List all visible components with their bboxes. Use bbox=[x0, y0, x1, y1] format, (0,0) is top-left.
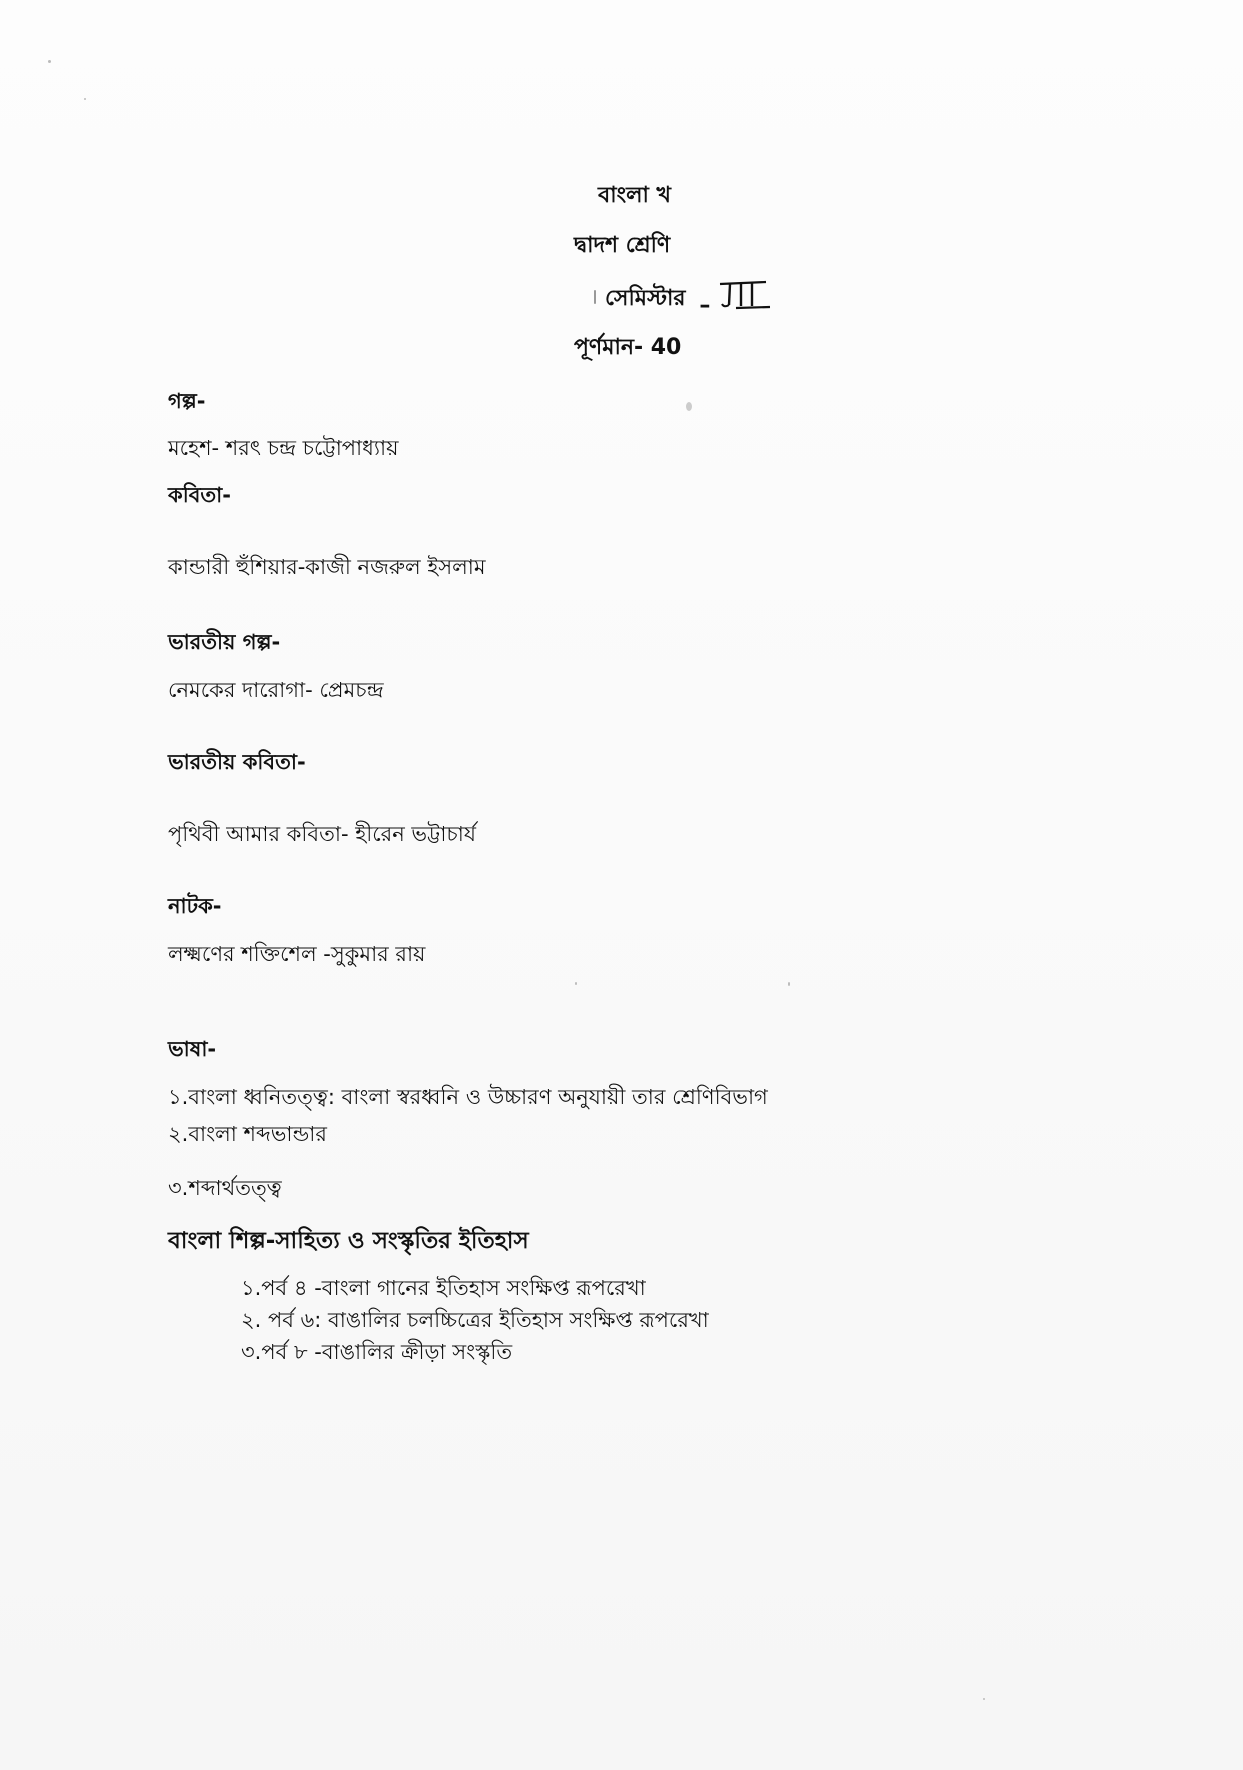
language-item-3: ৩.শব্দার্থতত্ত্ব bbox=[168, 1176, 282, 1200]
poem-item: কান্ডারী হুঁশিয়ার-কাজী নজরুল ইসলাম bbox=[168, 555, 486, 579]
semester-handwritten-numeral bbox=[716, 278, 772, 318]
section-heading-story: গল্প- bbox=[168, 389, 206, 413]
language-item-1: ১.বাংলা ধ্বনিতত্ত্ব: বাংলা স্বরধ্বনি ও উচ্চারণ অনুযায়ী তার শ্রেণিবিভাগ bbox=[168, 1085, 768, 1109]
drama-item: লক্ষ্মণের শক্তিশেল -সুকুমার রায় bbox=[168, 942, 426, 966]
class-title: দ্বাদশ শ্রেণি bbox=[574, 233, 671, 258]
story-item: মহেশ- শরৎ চন্দ্র চট্টোপাধ্যায় bbox=[168, 436, 399, 460]
scan-speck bbox=[983, 1698, 985, 1700]
semester-line bbox=[605, 278, 772, 318]
scan-speck bbox=[788, 982, 790, 986]
subject-title: বাংলা খ bbox=[598, 183, 671, 208]
language-item-2: ২.বাংলা শব্দভান্ডার bbox=[168, 1122, 327, 1146]
section-heading-indian-poem: ভারতীয় কবিতা- bbox=[168, 750, 306, 774]
culture-item-3: ৩.পর্ব ৮ -বাঙালির ক্রীড়া সংস্কৃতি bbox=[241, 1340, 513, 1364]
culture-item-1: ১.পর্ব ৪ -বাংলা গানের ইতিহাস সংক্ষিপ্ত রূপরেখা bbox=[241, 1276, 646, 1300]
culture-item-2: ২. পর্ব ৬: বাঙালির চলচ্চিত্রের ইতিহাস সংক্ষিপ্ত রূপরেখা bbox=[241, 1308, 709, 1332]
scan-speck bbox=[84, 98, 86, 100]
section-heading-culture: বাংলা শিল্প-সাহিত্য ও সংস্কৃতির ইতিহাস bbox=[168, 1228, 529, 1254]
scan-speck bbox=[686, 402, 692, 411]
indian-poem-item: পৃথিবী আমার কবিতা- হীরেন ভট্টাচার্য bbox=[168, 822, 476, 846]
section-heading-indian-story: ভারতীয় গল্প- bbox=[168, 630, 281, 654]
scan-speck bbox=[594, 290, 596, 304]
semester-dash: – bbox=[699, 293, 711, 318]
section-heading-language: ভাষা- bbox=[168, 1037, 217, 1061]
scan-speck bbox=[575, 982, 577, 985]
handwritten-three-mark bbox=[716, 278, 772, 312]
indian-story-item: নেমকের দারোগা- প্রেমচন্দ্র bbox=[168, 678, 384, 702]
section-heading-drama: নাটক- bbox=[168, 894, 222, 918]
full-marks: পূর্ণমান- 40 bbox=[574, 335, 682, 360]
section-heading-poem: কবিতা- bbox=[168, 483, 231, 507]
semester-label: সেমিস্টার bbox=[605, 286, 686, 311]
scan-speck bbox=[48, 60, 51, 63]
